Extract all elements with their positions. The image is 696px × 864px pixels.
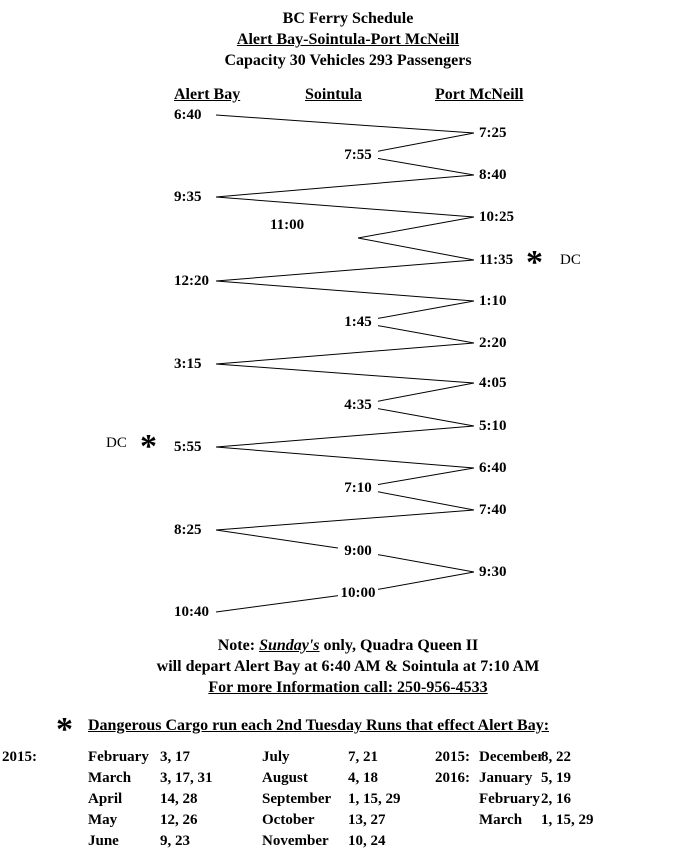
cargo-dates: 9, 23 [160,833,190,849]
cargo-month: January [479,770,533,786]
time-sointula: 7:55 [338,147,378,163]
time-sointula: 7:10 [338,480,378,496]
time-alert-bay: 3:15 [174,356,202,372]
note-sunday: Sunday's [259,637,320,654]
page-title: BC Ferry Schedule [282,10,414,27]
column-header-port-mcneill: Port McNeill [435,86,524,103]
time-port-mcneill: 4:05 [479,375,507,391]
cargo-month: May [88,812,118,828]
time-port-mcneill: 6:40 [479,460,507,476]
route-segment [216,447,474,468]
sunday-note [0,637,696,655]
time-port-mcneill: 5:10 [479,418,507,434]
note-suffix: only, Quadra Queen II [319,637,479,654]
cargo-dates: 3, 17 [160,749,190,765]
cargo-month: December [479,749,544,765]
time-port-mcneill: 7:25 [479,125,507,141]
note-prefix: Note: [217,637,260,654]
cargo-month: July [262,749,290,765]
cargo-month: November [262,833,329,849]
route-segment [216,115,474,133]
cargo-month: September [262,791,332,807]
time-alert-bay: 6:40 [174,107,202,123]
cargo-month: April [88,791,123,807]
cargo-month: October [262,812,315,828]
time-alert-bay: 9:35 [174,189,202,205]
dc-label-1135: DC [560,252,581,268]
cargo-dates: 14, 28 [160,791,198,807]
route-segment [216,510,474,530]
cargo-month: March [479,812,523,828]
route-segment [358,238,474,260]
route-segment [216,197,474,217]
year-2015-label-col3: 2015: [435,749,470,765]
dangerous-cargo-star-icon: * [140,428,157,465]
cargo-month: June [88,833,119,849]
time-port-mcneill: 7:40 [479,502,507,518]
cargo-dates: 10, 24 [348,833,386,849]
cargo-month: February [479,791,540,807]
info-phone: For more Information call: 250-956-4533 [208,679,488,696]
year-2016-label: 2016: [435,770,470,786]
cargo-dates: 13, 27 [348,812,386,828]
cargo-dates: 5, 19 [541,770,571,786]
time-alert-bay: 12:20 [174,273,209,289]
dangerous-cargo-heading: Dangerous Cargo run each 2nd Tuesday Runs that effect Alert Bay: [88,717,550,734]
route-segment [216,175,474,197]
dangerous-cargo-star-icon: * [526,244,543,281]
time-sointula: 9:00 [338,543,378,559]
route-title: Alert Bay-Sointula-Port McNeill [236,31,460,48]
cargo-dates: 2, 16 [541,791,571,807]
capacity-text: Capacity 30 Vehicles 293 Passengers [224,52,472,69]
route-segment [216,364,474,383]
time-port-mcneill: 1:10 [479,293,507,309]
time-sointula: 11:00 [270,217,305,233]
time-alert-bay: 8:25 [174,522,202,538]
time-alert-bay: 10:40 [174,604,209,620]
cargo-month: February [88,749,149,765]
route-segment [216,426,474,447]
time-port-mcneill: 10:25 [479,209,514,225]
cargo-dates: 1, 15, 29 [348,791,401,807]
year-2015-label: 2015: [2,749,37,765]
time-port-mcneill: 8:40 [479,167,507,183]
route-segment [358,217,474,238]
route-segment [216,260,474,281]
sunday-note-line2: will depart Alert Bay at 6:40 AM & Sointula at 7:10 AM [156,658,540,675]
time-port-mcneill: 2:20 [479,335,507,351]
time-sointula: 4:35 [338,397,378,413]
cargo-month: August [262,770,308,786]
route-segment [216,530,358,551]
cargo-dates: 12, 26 [160,812,198,828]
cargo-dates: 1, 15, 29 [541,812,594,828]
time-sointula: 1:45 [338,314,378,330]
cargo-dates: 7, 21 [348,749,378,765]
cargo-dates: 3, 17, 31 [160,770,213,786]
route-segment [216,593,358,612]
time-sointula: 10:00 [338,585,378,601]
dc-label-555: DC [106,435,127,451]
cargo-month: March [88,770,132,786]
column-header-alert-bay: Alert Bay [174,86,241,103]
time-port-mcneill: 9:30 [479,564,507,580]
cargo-dates: 4, 18 [348,770,378,786]
time-alert-bay: 5:55 [174,439,202,455]
route-segment [216,343,474,364]
cargo-dates: 8, 22 [541,749,571,765]
time-port-mcneill: 11:35 [479,252,514,268]
route-segment [216,281,474,301]
column-header-sointula: Sointula [305,86,362,103]
legend-star-icon: * [56,711,73,748]
